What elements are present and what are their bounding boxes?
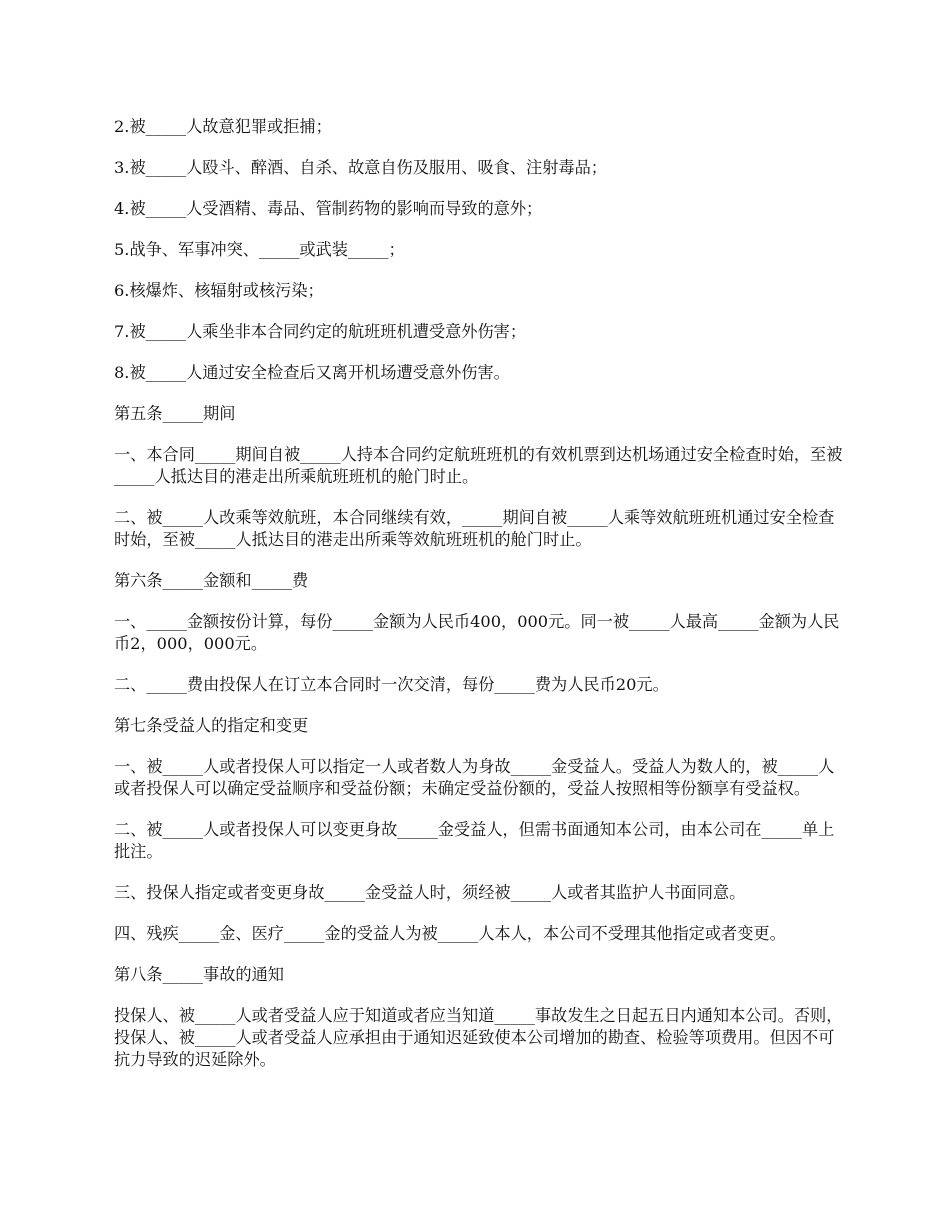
clause-item-2: 2.被_____人故意犯罪或拒捕；: [114, 117, 332, 136]
clause-item-8: 8.被_____人通过安全检查后又离开机场遭受意外伤害。: [114, 363, 510, 382]
article-8-body: 投保人、被_____人或者受益人应于知道或者应当知道_____事故发生之日起五日内通知本公司。否则，投保人、被_____人或者受益人应承担由于通知迟延致使本公司增加的勘查、检验等项费用。但因不可抗力导致的迟延除外。: [114, 1006, 843, 1069]
clause-item-3: 3.被_____人殴斗、醉酒、自杀、故意自伤及服用、吸食、注射毒品；: [114, 158, 607, 177]
clause-item-4: 4.被_____人受酒精、毒品、管制药物的影响而导致的意外；: [114, 199, 543, 218]
article-6-section-1: 一、_____金额按份计算，每份_____金额为人民币400，000元。同一被_____人最高_____金额为人民币2，000，000元。: [114, 612, 840, 653]
article-7-heading: 第七条受益人的指定和变更: [114, 716, 309, 735]
article-8-heading: 第八条_____事故的通知: [114, 965, 284, 984]
article-5-section-1: 一、本合同_____期间自被_____人持本合同约定航班班机的有效机票到达机场通过安全检查时始，至被_____人抵达目的港走出所乘航班班机的舱门时止。: [114, 445, 843, 486]
article-7-section-4: 四、残疾_____金、医疗_____金的受益人为被_____人本人，本公司不受理其他指定或者变更。: [114, 924, 786, 943]
article-6-heading: 第六条_____金额和_____费: [114, 571, 309, 590]
article-6-section-2: 二、_____费由投保人在订立本合同时一次交清，每份_____费为人民币20元。: [114, 675, 669, 694]
article-7-section-3: 三、投保人指定或者变更身故_____金受益人时，须经被_____人或者其监护人书面同意。: [114, 883, 746, 902]
document-body: [114, 116, 844, 1090]
article-5-heading: 第五条_____期间: [114, 404, 236, 423]
article-7-section-1: 一、被_____人或者投保人可以指定一人或者数人为身故_____金受益人。受益人为数人的，被_____人或者投保人可以确定受益顺序和受益份额；未确定受益份额的，受益人按照相等份额享有受益权。: [114, 757, 835, 798]
article-5-section-2: 二、被_____人改乘等效航班，本合同继续有效，_____期间自被_____人乘等效航班班机通过安全检查时始，至被_____人抵达目的港走出所乘等效航班班机的舱门时止。: [114, 508, 835, 549]
clause-item-5: 5.战争、军事冲突、_____或武装_____；: [114, 240, 405, 259]
article-7-section-2: 二、被_____人或者投保人可以变更身故_____金受益人，但需书面通知本公司，由本公司在_____单上批注。: [114, 820, 835, 861]
clause-item-7: 7.被_____人乘坐非本合同约定的航班班机遭受意外伤害；: [114, 322, 527, 341]
clause-item-6: 6.核爆炸、核辐射或核污染；: [114, 281, 324, 300]
